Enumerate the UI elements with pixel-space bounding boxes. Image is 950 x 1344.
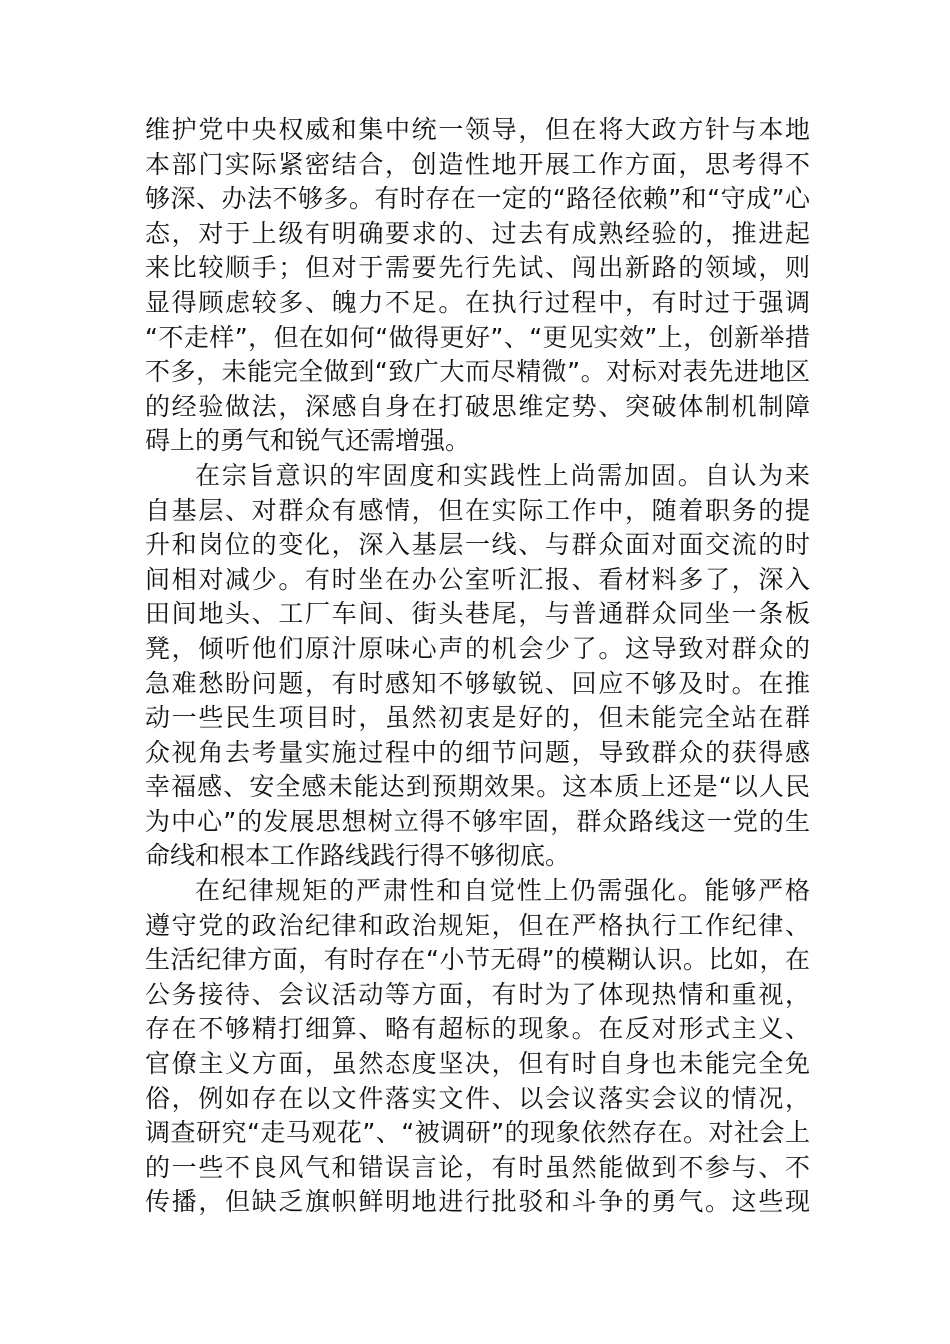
text-line: 幸福感、安全感未能达到预期效果。这本质上还是“以人民 [145, 772, 810, 802]
text-line: 升和岗位的变化，深入基层一线、与群众面对面交流的时 [145, 530, 810, 560]
text-line: 碍上的勇气和锐气还需增强。 [145, 426, 471, 456]
text-line: 显得顾虑较多、魄力不足。在执行过程中，有时过于强调 [145, 287, 810, 317]
text-line: 生活纪律方面，有时存在“小节无碍”的模糊认识。比如，在 [145, 945, 810, 975]
text-line: 众视角去考量实施过程中的细节问题，导致群众的获得感 [145, 737, 810, 767]
text-line: 俗，例如存在以文件落实文件、以会议落实会议的情况， [145, 1083, 810, 1113]
paragraph-2 [145, 459, 810, 874]
text-line: 田间地头、工厂车间、街头巷尾，与普通群众同坐一条板 [145, 599, 810, 629]
text-line: 维护党中央权威和集中统一领导，但在将大政方针与本地 [145, 115, 810, 144]
text-line: 凳，倾听他们原汁原味心声的机会少了。这导致对群众的 [145, 633, 810, 663]
text-line: 间相对减少。有时坐在办公室听汇报、看材料多了，深入 [145, 564, 810, 594]
text-line: 为中心”的发展思想树立得不够牢固，群众路线这一党的生 [145, 806, 810, 836]
text-line: 的经验做法，深感自身在打破思维定势、突破体制机制障 [145, 391, 810, 421]
text-line: 在宗旨意识的牢固度和实践性上尚需加固。自认为来 [195, 460, 810, 490]
text-line: 在纪律规矩的严肃性和自觉性上仍需强化。能够严格 [195, 876, 810, 906]
paragraph-3 [145, 874, 810, 1220]
text-line: 态，对于上级有明确要求的、过去有成熟经验的，推进起 [145, 218, 810, 248]
text-line: 动一些民生项目时，虽然初衷是好的，但未能完全站在群 [145, 703, 810, 733]
text-line: 命线和根本工作路线践行得不够彻底。 [145, 841, 571, 871]
text-line: 遵守党的政治纪律和政治规矩，但在严格执行工作纪律、 [145, 910, 810, 940]
text-line: 急难愁盼问题，有时感知不够敏锐、回应不够及时。在推 [145, 668, 810, 698]
paragraph-1 [145, 113, 810, 459]
text-line: 调查研究“走马观花”、“被调研”的现象依然存在。对社会上 [145, 1118, 810, 1148]
text-line: 的一些不良风气和错误言论，有时虽然能做到不参与、不 [145, 1152, 810, 1182]
text-line: 不多，未能完全做到“致广大而尽精微”。对标对表先进地区 [145, 357, 810, 387]
text-line: 来比较顺手；但对于需要先行先试、闯出新路的领域，则 [145, 253, 810, 283]
text-line: 够深、办法不够多。有时存在一定的“路径依赖”和“守成”心 [145, 184, 810, 214]
text-line: 官僚主义方面，虽然态度坚决，但有时自身也未能完全免 [145, 1049, 810, 1079]
text-line: 存在不够精打细算、略有超标的现象。在反对形式主义、 [145, 1014, 810, 1044]
text-line: 公务接待、会议活动等方面，有时为了体现热情和重视， [145, 979, 810, 1009]
text-line: 传播，但缺乏旗帜鲜明地进行批驳和斗争的勇气。这些现 [145, 1187, 810, 1217]
text-line: 自基层、对群众有感情，但在实际工作中，随着职务的提 [145, 495, 810, 525]
document-body [145, 113, 810, 1220]
text-line: 本部门实际紧密结合，创造性地开展工作方面，思考得不 [145, 149, 810, 179]
text-line: “不走样”，但在如何“做得更好”、“更见实效”上，创新举措 [145, 322, 810, 352]
